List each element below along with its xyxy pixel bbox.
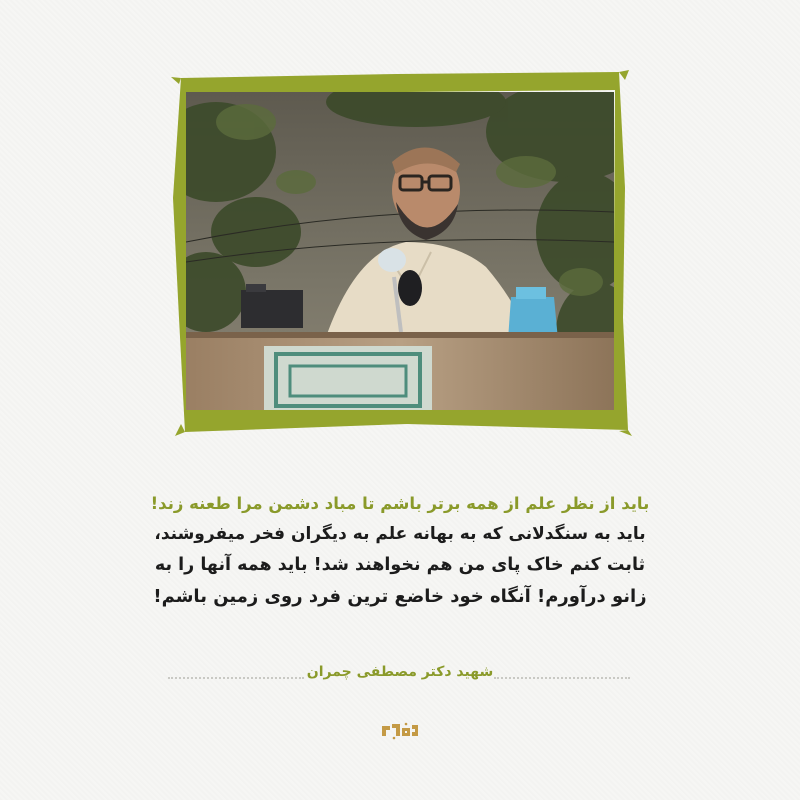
publisher-logo-icon xyxy=(380,722,420,740)
speaker-photo xyxy=(186,92,614,410)
author-divider-right xyxy=(494,677,630,679)
quote-line-3: ثابت کنم خاک پای من هم نخواهند شد! باید همه آنها را به xyxy=(154,555,646,575)
quote-block xyxy=(150,488,650,612)
quote-line-1: باید از نظر علم از همه برتر باشم تا مباد دشمن مرا طعنه زند! xyxy=(150,494,650,513)
author-name: شهید دکتر مصطفی چمران xyxy=(306,664,494,680)
author-divider-left xyxy=(168,677,304,679)
quote-line-4: زانو درآورم! آنگاه خود خاضع ترین فرد روی زمین باشم! xyxy=(153,586,647,607)
quote-line-2: باید به سنگدلانی که به بهانه علم به دیگران فخر میفروشند، xyxy=(154,524,646,544)
